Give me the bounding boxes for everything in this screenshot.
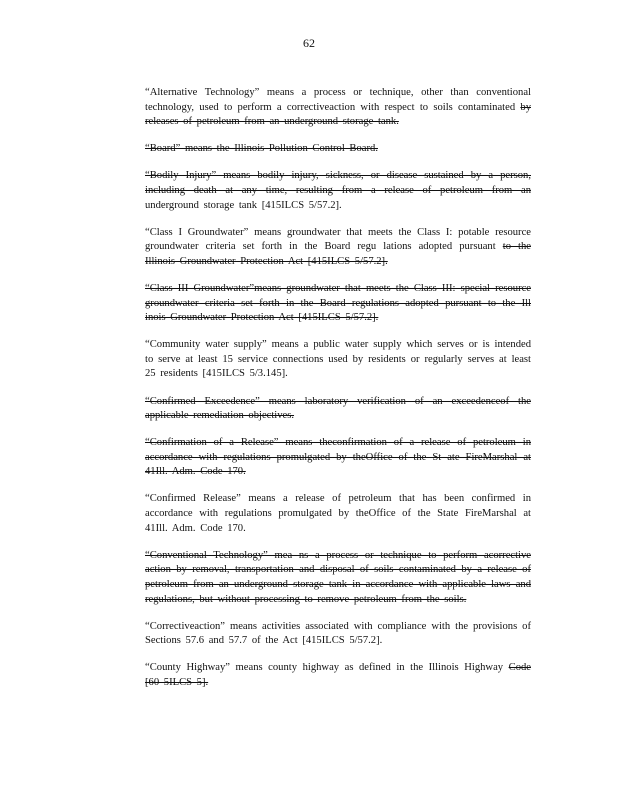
definition-county-highway: [145, 661, 531, 690]
definition-alternative-technology: [145, 86, 531, 130]
definition-confirmation-of-a-release: [145, 436, 531, 480]
text-segment: “Correctiveaction” means activities associated with compliance with the provisions of Sections 57.6 and 57.7 of the Act [415ILCS 5/57.2].: [145, 620, 531, 647]
definition-board: [145, 142, 531, 157]
text-segment: “Community water supply” means a public water supply which serves or is intended to serve at least 15 service connections used by residents or regularly serves at least 25 residents [415ILCS 5/3.145].: [145, 339, 531, 380]
struck-text-segment: “Bodily Injury” means bodily injury, sickness, or disease sustained by a person, including death at any time, resulting from a release of petroleum from an: [145, 170, 531, 196]
text-segment: “Class I Groundwater” means groundwater that meets the Class I: potable resource groundwater criteria set forth in the Board regu lations adopted pursuant: [145, 226, 531, 253]
struck-text-segment: by releases of petroleum from an underground storage tank.: [145, 101, 531, 128]
text-segment: “Alternative Technology” means a process or technique, other than conventional technology, used to perform a correctiveaction with respect to soils contaminated: [145, 87, 531, 113]
struck-text-segment: to the Illinois Groundwater Protection Act [415ILCS 5/57.2].: [145, 241, 531, 267]
struck-text-segment: Code [60 5ILCS 5].: [145, 662, 531, 688]
definition-confirmed-release: [145, 492, 531, 536]
definition-class-iii-groundwater: [145, 282, 531, 326]
struck-text-segment: “Confirmation of a Release” means theconfirmation of a release of petroleum in accordance with regulations promulgated by theOffice of the St ate FireMarshal at 41Ill. Adm. Code 170.: [145, 437, 531, 478]
text-segment: underground storage tank [415ILCS 5/57.2].: [145, 199, 342, 211]
text-segment: “Confirmed Release” means a release of petroleum that has been confirmed in accordance with regulations promulgated by theOffice of the State FireMarshal at 41Ill. Adm. Code 170.: [145, 493, 531, 534]
struck-text-segment: “Confirmed Exceedence” means laboratory verification of an exceedenceof the applicable remediation objectives.: [145, 395, 531, 422]
struck-text-segment: “Class III Groundwater”means groundwater that meets the Class III: special resource groundwater criteria set forth in the Board regulations adopted pursuant to the Ill inois Groundwater Protection Act [415ILCS 5/57.2].: [145, 282, 531, 324]
definition-conventional-technology: [145, 549, 531, 607]
definition-corrective-action: [145, 620, 531, 649]
definition-confirmed-exceedence: [145, 395, 531, 424]
struck-text-segment: “Conventional Technology” mea ns a process or technique to perform acorrective action by removal, transportation and disposal of soils contaminated by a release of petroleum from an underground storage tank in accordance with applicable laws and regulations, but without processing to remove petroleum from the soils.: [145, 549, 531, 605]
struck-text-segment: “Board” means the Illinois Pollution Control Board.: [145, 143, 378, 155]
definition-class-i-groundwater: [145, 226, 531, 270]
definition-bodily-injury: [145, 169, 531, 213]
definition-community-water-supply: [145, 338, 531, 382]
definitions-list: [145, 86, 531, 703]
page-number: 62: [303, 36, 315, 50]
text-segment: “County Highway” means county highway as defined in the Illinois Highway: [145, 662, 509, 674]
